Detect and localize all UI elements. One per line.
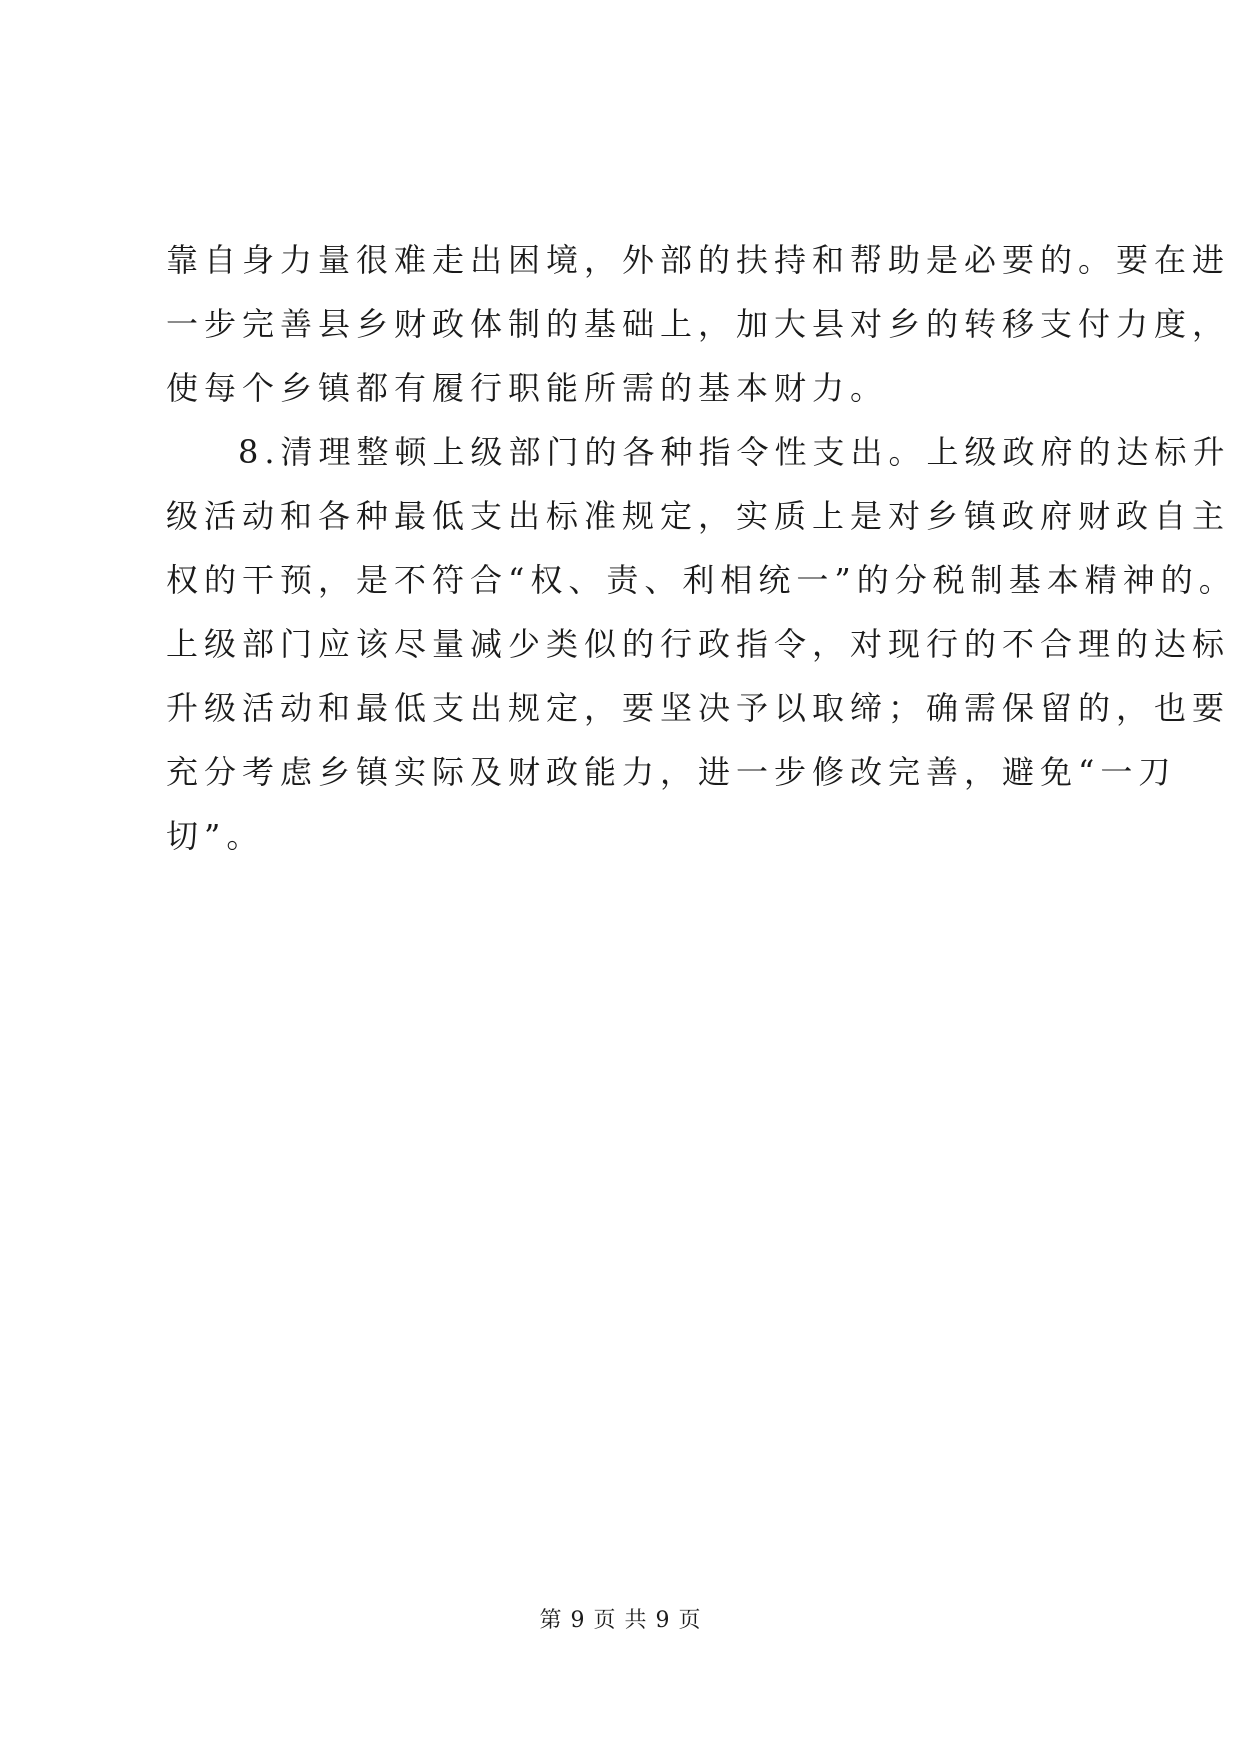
text-line: 充分考虑乡镇实际及财政能力，进一步修改完善，避免“一刀 xyxy=(166,753,1177,791)
page-footer xyxy=(0,1606,1241,1636)
text-line: 升级活动和最低支出规定，要坚决予以取缔；确需保留的，也要 xyxy=(166,689,1231,727)
text-line: 上级部门应该尽量减少类似的行政指令，对现行的不合理的达标 xyxy=(166,625,1231,663)
text-line: 8.清理整顿上级部门的各种指令性支出。上级政府的达标升 xyxy=(238,433,1231,471)
text-line: 权的干预，是不符合“权、责、利相统一”的分税制基本精神的。 xyxy=(166,561,1237,599)
text-line: 使每个乡镇都有履行职能所需的基本财力。 xyxy=(166,369,889,407)
text-line: 切”。 xyxy=(166,817,265,855)
text-line: 靠自身力量很难走出困境，外部的扶持和帮助是必要的。要在进 xyxy=(166,241,1231,279)
paragraph-2 xyxy=(166,420,1237,868)
page-number: 第 9 页 共 9 页 xyxy=(539,1608,702,1633)
paragraph-1 xyxy=(166,228,1231,420)
document-body xyxy=(166,228,1237,868)
text-line: 一步完善县乡财政体制的基础上，加大县对乡的转移支付力度， xyxy=(166,305,1231,343)
text-line: 级活动和各种最低支出标准规定，实质上是对乡镇政府财政自主 xyxy=(166,497,1231,535)
